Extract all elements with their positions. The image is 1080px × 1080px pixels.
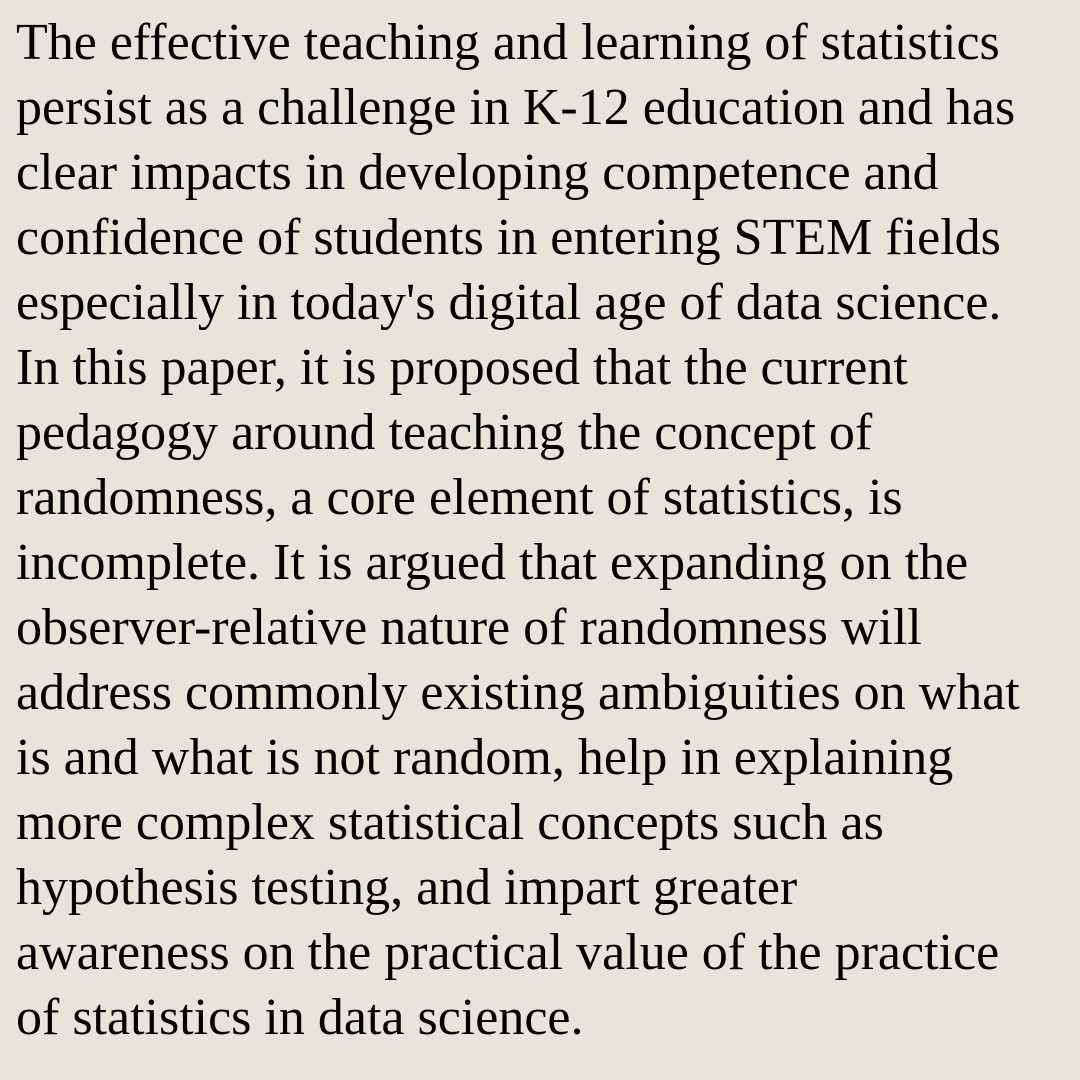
abstract-line: awareness on the practical value of the practice — [16, 924, 1000, 981]
abstract-line: hypothesis testing, and impart greater — [16, 859, 798, 916]
abstract-paragraph — [16, 10, 1066, 1050]
abstract-line: observer-relative nature of randomness will — [16, 599, 922, 656]
abstract-line: is and what is not random, help in explaining — [16, 729, 954, 786]
abstract-line: especially in today's digital age of data science. — [16, 274, 1002, 331]
abstract-line: pedagogy around teaching the concept of — [16, 404, 873, 461]
abstract-line: confidence of students in entering STEM fields — [16, 209, 1001, 266]
abstract-line: address commonly existing ambiguities on what — [16, 664, 1020, 721]
abstract-line: In this paper, it is proposed that the current — [16, 339, 908, 396]
abstract-line: clear impacts in developing competence and — [16, 144, 939, 201]
abstract-line: randomness, a core element of statistics, is — [16, 469, 903, 526]
abstract-line: more complex statistical concepts such as — [16, 794, 884, 851]
abstract-line: of statistics in data science. — [16, 989, 584, 1046]
abstract-line: incomplete. It is argued that expanding on the — [16, 534, 969, 591]
abstract-line: The effective teaching and learning of statistics — [16, 14, 1000, 71]
abstract-line: persist as a challenge in K-12 education and has — [16, 79, 1016, 136]
